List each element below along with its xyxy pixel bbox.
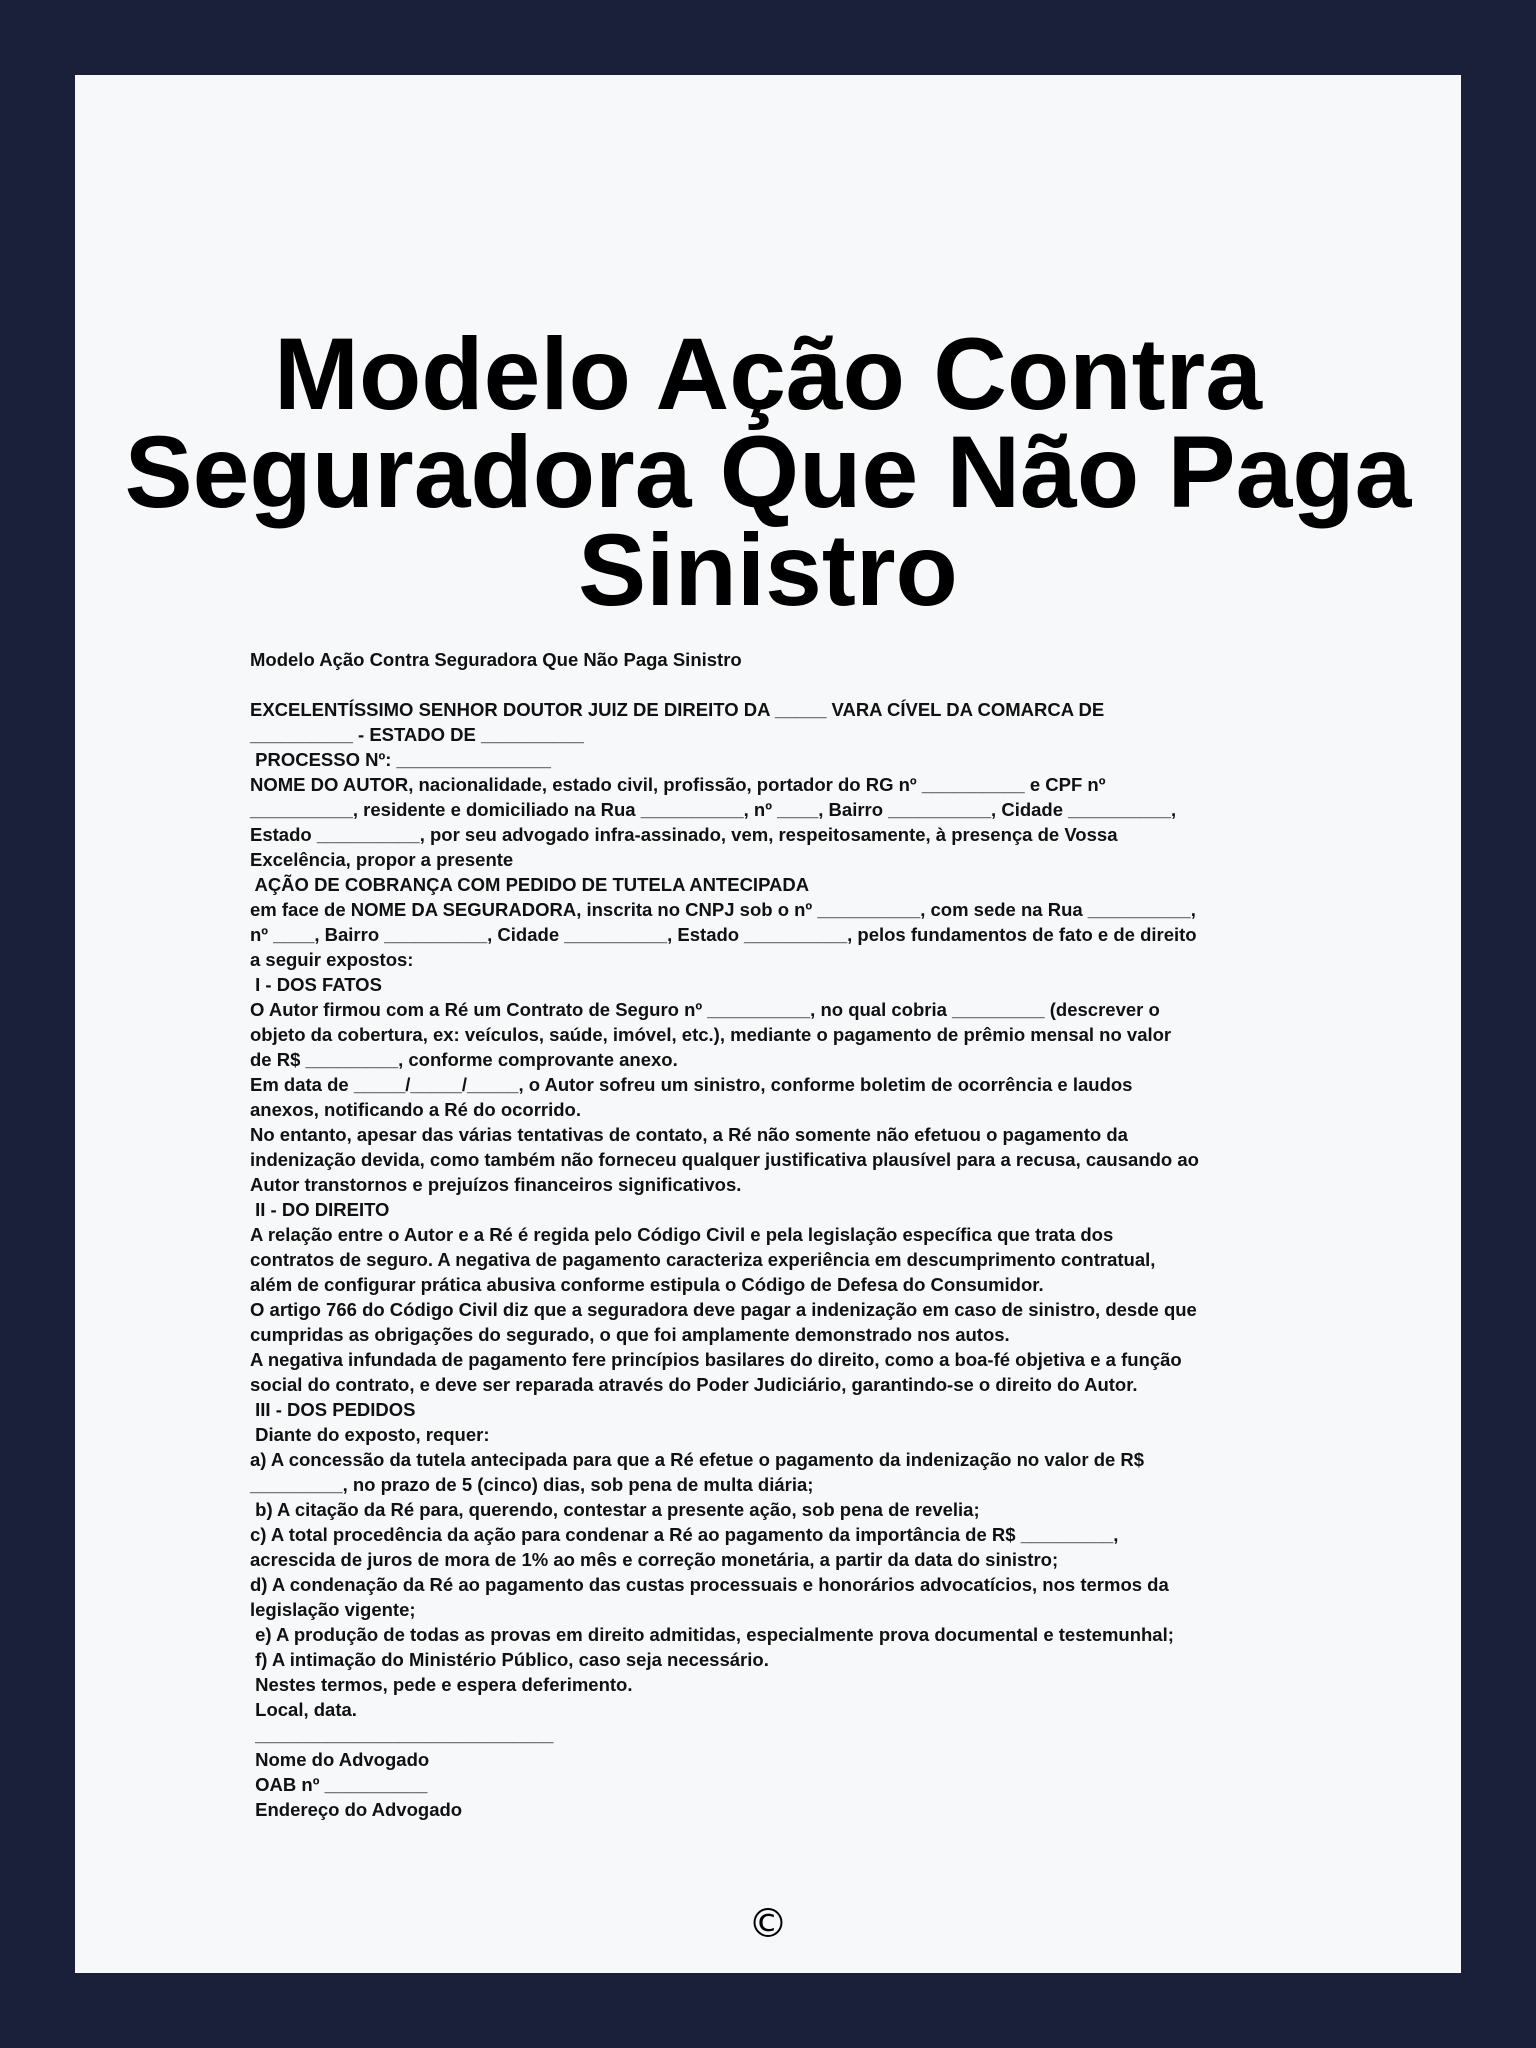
document-line: Local, data. bbox=[250, 1699, 357, 1720]
document-line: PROCESSO Nº: _______________ bbox=[250, 749, 551, 770]
title-line-3: Sinistro bbox=[578, 513, 958, 627]
document-line: f) A intimação do Ministério Público, caso seja necessário. bbox=[250, 1649, 769, 1670]
page-title bbox=[75, 317, 1461, 627]
document-line: Estado __________, por seu advogado infra-assinado, vem, respeitosamente, à presença de Vossa bbox=[250, 824, 1118, 845]
document-line: cumpridas as obrigações do segurado, o que foi amplamente demonstrado nos autos. bbox=[250, 1324, 1010, 1345]
document-line: legislação vigente; bbox=[250, 1599, 416, 1620]
document-line: anexos, notificando a Ré do ocorrido. bbox=[250, 1099, 581, 1120]
document-line: __________ - ESTADO DE __________ bbox=[250, 724, 584, 745]
document-line: O artigo 766 do Código Civil diz que a seguradora deve pagar a indenização em caso de sinistro, desde que bbox=[250, 1299, 1197, 1320]
document-line: c) A total procedência da ação para condenar a Ré ao pagamento da importância de R$ _________, bbox=[250, 1524, 1119, 1545]
document-line: em face de NOME DA SEGURADORA, inscrita no CNPJ sob o nº __________, com sede na Rua __________, bbox=[250, 899, 1196, 920]
document-line: Diante do exposto, requer: bbox=[250, 1424, 490, 1445]
document-line: e) A produção de todas as provas em direito admitidas, especialmente prova documental e testemunhal; bbox=[250, 1624, 1174, 1645]
document-line: AÇÃO DE COBRANÇA COM PEDIDO DE TUTELA ANTECIPADA bbox=[250, 874, 810, 895]
document-line: a) A concessão da tutela antecipada para que a Ré efetue o pagamento da indenização no valor de R$ bbox=[250, 1449, 1145, 1470]
document-line bbox=[250, 672, 1370, 697]
document-page bbox=[75, 75, 1461, 1973]
document-line: social do contrato, e deve ser reparada através do Poder Judiciário, garantindo-se o direito do Autor. bbox=[250, 1374, 1138, 1395]
document-line: além de configurar prática abusiva conforme estipula o Código de Defesa do Consumidor. bbox=[250, 1274, 1044, 1295]
document-line: _____________________________ bbox=[250, 1724, 554, 1745]
document-line: acrescida de juros de mora de 1% ao mês e correção monetária, a partir da data do sinistro; bbox=[250, 1549, 1059, 1570]
document-line: Excelência, propor a presente bbox=[250, 849, 514, 870]
document-line: nº ____, Bairro __________, Cidade __________, Estado __________, pelos fundamentos de fato e de direito bbox=[250, 924, 1197, 945]
title-line-1: Modelo Ação Contra bbox=[274, 317, 1262, 431]
document-line: Autor transtornos e prejuízos financeiros significativos. bbox=[250, 1174, 742, 1195]
document-line: EXCELENTÍSSIMO SENHOR DOUTOR JUIZ DE DIREITO DA _____ VARA CÍVEL DA COMARCA DE bbox=[250, 699, 1105, 720]
document-line: I - DOS FATOS bbox=[250, 974, 382, 995]
document-line: contratos de seguro. A negativa de pagamento caracteriza experiência em descumprimento contratual, bbox=[250, 1249, 1156, 1270]
document-line: __________, residente e domiciliado na Rua __________, nº ____, Bairro __________, Cidade __________, bbox=[250, 799, 1177, 820]
document-line: NOME DO AUTOR, nacionalidade, estado civil, profissão, portador do RG nº __________ e CPF nº bbox=[250, 774, 1106, 795]
document-line: A negativa infundada de pagamento fere princípios basilares do direito, como a boa-fé objetiva e a função bbox=[250, 1349, 1182, 1370]
document-line: III - DOS PEDIDOS bbox=[250, 1399, 416, 1420]
document-line: Nestes termos, pede e espera deferimento. bbox=[250, 1674, 633, 1695]
document-body bbox=[250, 647, 1370, 1822]
document-line: Endereço do Advogado bbox=[250, 1799, 463, 1820]
copyright-icon: © bbox=[748, 1901, 788, 1947]
document-line: Em data de _____/_____/_____, o Autor sofreu um sinistro, conforme boletim de ocorrência e laudos bbox=[250, 1074, 1133, 1095]
document-line: Nome do Advogado bbox=[250, 1749, 430, 1770]
document-line: A relação entre o Autor e a Ré é regida pelo Código Civil e pela legislação específica que trata dos bbox=[250, 1224, 1114, 1245]
title-line-2: Seguradora Que Não Paga bbox=[124, 415, 1412, 529]
document-line: No entanto, apesar das várias tentativas de contato, a Ré não somente não efetuou o pagamento da bbox=[250, 1124, 1128, 1145]
document-line: de R$ _________, conforme comprovante anexo. bbox=[250, 1049, 678, 1070]
document-line: O Autor firmou com a Ré um Contrato de Seguro nº __________, no qual cobria _________ (descrever o bbox=[250, 999, 1160, 1020]
document-line: _________, no prazo de 5 (cinco) dias, sob pena de multa diária; bbox=[250, 1474, 814, 1495]
document-line: Modelo Ação Contra Seguradora Que Não Paga Sinistro bbox=[250, 649, 742, 670]
document-line: indenização devida, como também não forneceu qualquer justificativa plausível para a recusa, causando ao bbox=[250, 1149, 1199, 1170]
document-line: d) A condenação da Ré ao pagamento das custas processuais e honorários advocatícios, nos termos da bbox=[250, 1574, 1169, 1595]
document-line: objeto da cobertura, ex: veículos, saúde, imóvel, etc.), mediante o pagamento de prêmio mensal no valor bbox=[250, 1024, 1172, 1045]
document-line: a seguir expostos: bbox=[250, 949, 414, 970]
document-line: b) A citação da Ré para, querendo, contestar a presente ação, sob pena de revelia; bbox=[250, 1499, 980, 1520]
document-line: OAB nº __________ bbox=[250, 1774, 428, 1795]
document-line: II - DO DIREITO bbox=[250, 1199, 390, 1220]
